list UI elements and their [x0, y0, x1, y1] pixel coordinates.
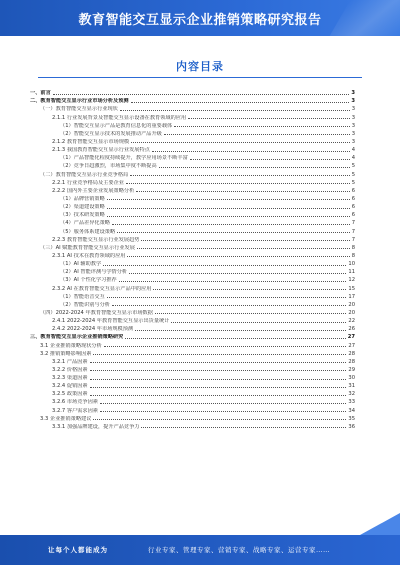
- toc-page-number: 30: [348, 375, 355, 382]
- toc-entry-text: （2）智能交互显示技术的发展推动产品升级: [60, 130, 162, 137]
- toc-entry[interactable]: [30, 340, 355, 348]
- toc-dot-leader: [93, 353, 346, 355]
- toc-page-number: 6: [351, 195, 355, 202]
- toc-dot-leader: [90, 361, 347, 363]
- toc-entry-text: （4）产品差异化策略: [60, 220, 110, 227]
- toc-page-number: 3: [351, 114, 355, 121]
- toc-dot-leader: [152, 150, 350, 152]
- report-title: 教育智能交互显示企业推销策略研究报告: [78, 13, 322, 28]
- toc-page-number: 8: [351, 244, 355, 251]
- toc-entry[interactable]: [30, 178, 355, 186]
- toc-entry-text: 3.2.1 产品因素: [52, 358, 88, 365]
- toc-entry[interactable]: [30, 405, 355, 413]
- toc-entry[interactable]: [30, 349, 355, 357]
- toc-entry[interactable]: [30, 357, 355, 365]
- toc-dot-leader: [100, 402, 346, 404]
- toc-page-number: 26: [348, 326, 355, 333]
- toc-entry[interactable]: [30, 137, 355, 145]
- toc-entry-text: （1）产品智能化程度持续提升，教学应用场景不断丰富: [60, 155, 188, 162]
- toc-dot-leader: [90, 369, 347, 371]
- toc-page-number: 3: [351, 130, 355, 137]
- toc-entry[interactable]: [30, 292, 355, 300]
- toc-entry[interactable]: [30, 381, 355, 389]
- toc-entry[interactable]: [30, 414, 355, 422]
- toc-entry[interactable]: [30, 210, 355, 218]
- title-divider: [38, 77, 362, 78]
- toc-dot-leader: [136, 190, 349, 192]
- toc-page-number: 29: [348, 366, 355, 373]
- toc-page-number: 12: [348, 277, 355, 284]
- toc-page-number: 27: [348, 342, 355, 349]
- toc-dot-leader: [129, 272, 346, 274]
- toc-entry[interactable]: [30, 145, 355, 153]
- toc-page-number: 31: [348, 383, 355, 390]
- toc-page-number: 5: [351, 171, 355, 178]
- toc-page-number: 3: [351, 90, 355, 97]
- toc-entry-text: 二、教育智能交互显示行业市场分析及预测: [30, 98, 129, 105]
- toc-entry[interactable]: [30, 88, 355, 96]
- toc-entry-text: 三、教育智能交互显示企业推销策略研究: [30, 334, 124, 341]
- toc-entry-text: （2）智能识别与分析: [60, 301, 110, 308]
- toc-dot-leader: [93, 418, 346, 420]
- toc-page-number: 20: [348, 309, 355, 316]
- toc-dot-leader: [171, 321, 346, 323]
- toc-entry-text: 3.2.7 客户需求因素: [52, 407, 98, 414]
- toc-entry[interactable]: [30, 161, 355, 169]
- toc-entry[interactable]: [30, 226, 355, 234]
- toc-entry-text: 3.1 企业推销策略现状分析: [40, 342, 102, 349]
- toc-entry-text: （1）AI 辅助教学: [60, 261, 102, 268]
- toc-dot-leader: [127, 255, 349, 257]
- toc-page-number: 28: [348, 350, 355, 357]
- toc-entry-text: （3）AI 个性化学习推荐: [60, 277, 117, 284]
- toc-entry[interactable]: [30, 251, 355, 259]
- toc-entry[interactable]: [30, 243, 355, 251]
- toc-entry[interactable]: [30, 218, 355, 226]
- toc-entry-text: 2.1.1 行业发展背景及智能交互显示设备在教育领域的应用: [52, 114, 187, 121]
- table-of-contents: [30, 88, 355, 430]
- toc-entry[interactable]: [30, 259, 355, 267]
- toc-entry[interactable]: [30, 267, 355, 275]
- toc-dot-leader: [100, 410, 346, 412]
- toc-entry-text: 2.1.2 教育智能交互显示市场规模: [52, 138, 130, 145]
- toc-dot-leader: [155, 312, 346, 314]
- toc-dot-leader: [141, 426, 346, 428]
- toc-entry-text: 3.3.1 加强品牌建设，提升产品竞争力: [52, 423, 140, 430]
- toc-page-number: 11: [348, 269, 355, 276]
- toc-page-number: 6: [351, 212, 355, 219]
- toc-entry-text: 2.4.2 2022-2024 年市场规模预测: [52, 326, 134, 333]
- toc-dot-leader: [174, 125, 349, 127]
- toc-entry-text: 2.2.1 行业竞争格局及主要企业: [52, 179, 124, 186]
- toc-page-number: 8: [351, 252, 355, 259]
- toc-entry-text: 3.2.5 政策因素: [52, 391, 88, 398]
- toc-page-number: 7: [351, 228, 355, 235]
- toc-page-number: 32: [348, 391, 355, 398]
- toc-page-number: 7: [351, 236, 355, 243]
- toc-page-number: 35: [348, 415, 355, 422]
- toc-entry-text: 2.3.1 AI 技术在教育领域的应用: [52, 252, 126, 259]
- toc-entry-text: 3.2.6 市场竞争因素: [52, 399, 98, 406]
- toc-dot-leader: [90, 394, 347, 396]
- toc-entry[interactable]: [30, 283, 355, 291]
- toc-page-number: 3: [351, 98, 355, 105]
- toc-page-number: 36: [348, 423, 355, 430]
- toc-dot-leader: [112, 223, 350, 225]
- toc-dot-leader: [125, 337, 345, 339]
- toc-entry-text: （1）品牌营销策略: [60, 195, 105, 202]
- toc-entry-text: （2）竞争日趋激烈，市场集中度不断提高: [60, 163, 157, 170]
- toc-page-number: 4: [351, 155, 355, 162]
- toc-entry-text: （二）教育智能交互显示行业竞争格局: [40, 171, 129, 178]
- toc-entry-text: （5）服务体系建设策略: [60, 228, 116, 235]
- toc-dot-leader: [107, 215, 350, 217]
- footer-tags: 行业专家、管理专家、营销专家、战略专家、运营专家……: [148, 546, 330, 554]
- toc-page-number: 6: [351, 187, 355, 194]
- toc-entry-text: 2.1.3 我国教育智能交互显示行业发展特点: [52, 147, 150, 154]
- toc-dot-leader: [103, 264, 346, 266]
- toc-page-number: 33: [348, 399, 355, 406]
- toc-page-number: 20: [348, 301, 355, 308]
- toc-dot-leader: [131, 141, 350, 143]
- toc-entry[interactable]: [30, 300, 355, 308]
- toc-entry-text: 2.2.2 国内外主要企业发展策略分析: [52, 187, 135, 194]
- toc-dot-leader: [90, 386, 347, 388]
- toc-dot-leader: [126, 182, 350, 184]
- toc-entry-text: 2.4.1 2022-2024 年教育智能交互显示出货量统计: [52, 318, 170, 325]
- toc-page-number: 3: [351, 122, 355, 129]
- toc-dot-leader: [104, 345, 347, 347]
- toc-dot-leader: [164, 133, 350, 135]
- toc-dot-leader: [131, 101, 350, 103]
- toc-entry-text: 3.2.4 促销因素: [52, 383, 88, 390]
- toc-page-number: 22: [348, 318, 355, 325]
- footer-corner-decoration: [360, 513, 400, 535]
- toc-entry-text: （2）AI 智能评测与学情分析: [60, 269, 128, 276]
- toc-entry-text: （2）渠道建设策略: [60, 204, 105, 211]
- toc-dot-leader: [107, 198, 350, 200]
- toc-page-number: 6: [351, 204, 355, 211]
- toc-entry-text: （一）教育智能交互显示行业现状: [40, 106, 118, 113]
- toc-page-number: 15: [348, 285, 355, 292]
- toc-entry[interactable]: [30, 202, 355, 210]
- footer-banner: [0, 535, 400, 565]
- toc-dot-leader: [120, 109, 350, 111]
- toc-entry-text: （三）AI 赋能教育智能交互显示行业发展: [40, 244, 135, 251]
- toc-entry-text: 2.3.2 AI 在教育智能交互显示产品中的应用: [52, 285, 152, 292]
- header-banner: [0, 0, 400, 36]
- toc-page-number: 34: [348, 407, 355, 414]
- toc-entry-text: 3.3 企业推销策略建议: [40, 415, 92, 422]
- toc-entry[interactable]: [30, 373, 355, 381]
- toc-entry[interactable]: [30, 235, 355, 243]
- toc-page-number: 7: [351, 220, 355, 227]
- toc-dot-leader: [112, 304, 346, 306]
- toc-entry[interactable]: [30, 422, 355, 430]
- toc-page-number: 3: [351, 106, 355, 113]
- toc-entry-text: （1）智能语音交互: [60, 293, 105, 300]
- toc-page-number: 5: [351, 163, 355, 170]
- toc-entry-text: 2.2.3 教育智能交互显示行业发展趋势: [52, 236, 140, 243]
- toc-entry[interactable]: [30, 153, 355, 161]
- toc-page-number: 5: [351, 179, 355, 186]
- toc-dot-leader: [137, 247, 350, 249]
- toc-entry[interactable]: [30, 104, 355, 112]
- toc-page-number: 17: [348, 293, 355, 300]
- toc-dot-leader: [159, 166, 350, 168]
- toc-entry[interactable]: [30, 316, 355, 324]
- toc-entry-text: （1）智能交互显示产品是教育信息化的重要载体: [60, 122, 173, 129]
- toc-entry[interactable]: [30, 324, 355, 332]
- toc-entry[interactable]: [30, 194, 355, 202]
- toc-entry[interactable]: [30, 389, 355, 397]
- toc-entry-text: 3.2.2 价格因素: [52, 366, 88, 373]
- toc-entry[interactable]: [30, 365, 355, 373]
- toc-page-number: 27: [347, 334, 355, 341]
- toc-entry[interactable]: [30, 121, 355, 129]
- toc-dot-leader: [107, 207, 350, 209]
- toc-page-number: 3: [351, 138, 355, 145]
- toc-entry[interactable]: [30, 129, 355, 137]
- toc-entry[interactable]: [30, 397, 355, 405]
- toc-dot-leader: [90, 378, 347, 380]
- contents-title: 内容目录: [176, 60, 224, 73]
- toc-entry[interactable]: [30, 308, 355, 316]
- toc-dot-leader: [153, 288, 346, 290]
- toc-dot-leader: [141, 239, 349, 241]
- toc-page-number: 4: [351, 147, 355, 154]
- footer-slogan: 让每个人都能成为: [48, 546, 108, 554]
- toc-entry[interactable]: [30, 96, 355, 104]
- toc-entry-text: 3.2 推销策略影响因素: [40, 350, 92, 357]
- toc-dot-leader: [190, 158, 350, 160]
- toc-entry[interactable]: [30, 275, 355, 283]
- toc-dot-leader: [119, 280, 347, 282]
- toc-page-number: 10: [348, 261, 355, 268]
- toc-dot-leader: [107, 296, 347, 298]
- toc-dot-leader: [188, 117, 350, 119]
- toc-page-number: 28: [348, 358, 355, 365]
- toc-entry[interactable]: [30, 332, 355, 340]
- toc-entry-text: （四）2022-2024 年教育智能交互显示市场数据: [40, 309, 153, 316]
- toc-entry[interactable]: [30, 169, 355, 177]
- toc-entry-text: 3.2.3 渠道因素: [52, 375, 88, 382]
- toc-dot-leader: [117, 231, 350, 233]
- toc-entry[interactable]: [30, 186, 355, 194]
- toc-entry-text: （3）技术研发策略: [60, 212, 105, 219]
- toc-entry-text: 一、前言: [30, 90, 51, 97]
- toc-dot-leader: [135, 329, 346, 331]
- toc-dot-leader: [130, 174, 349, 176]
- toc-dot-leader: [53, 93, 350, 95]
- toc-entry[interactable]: [30, 112, 355, 120]
